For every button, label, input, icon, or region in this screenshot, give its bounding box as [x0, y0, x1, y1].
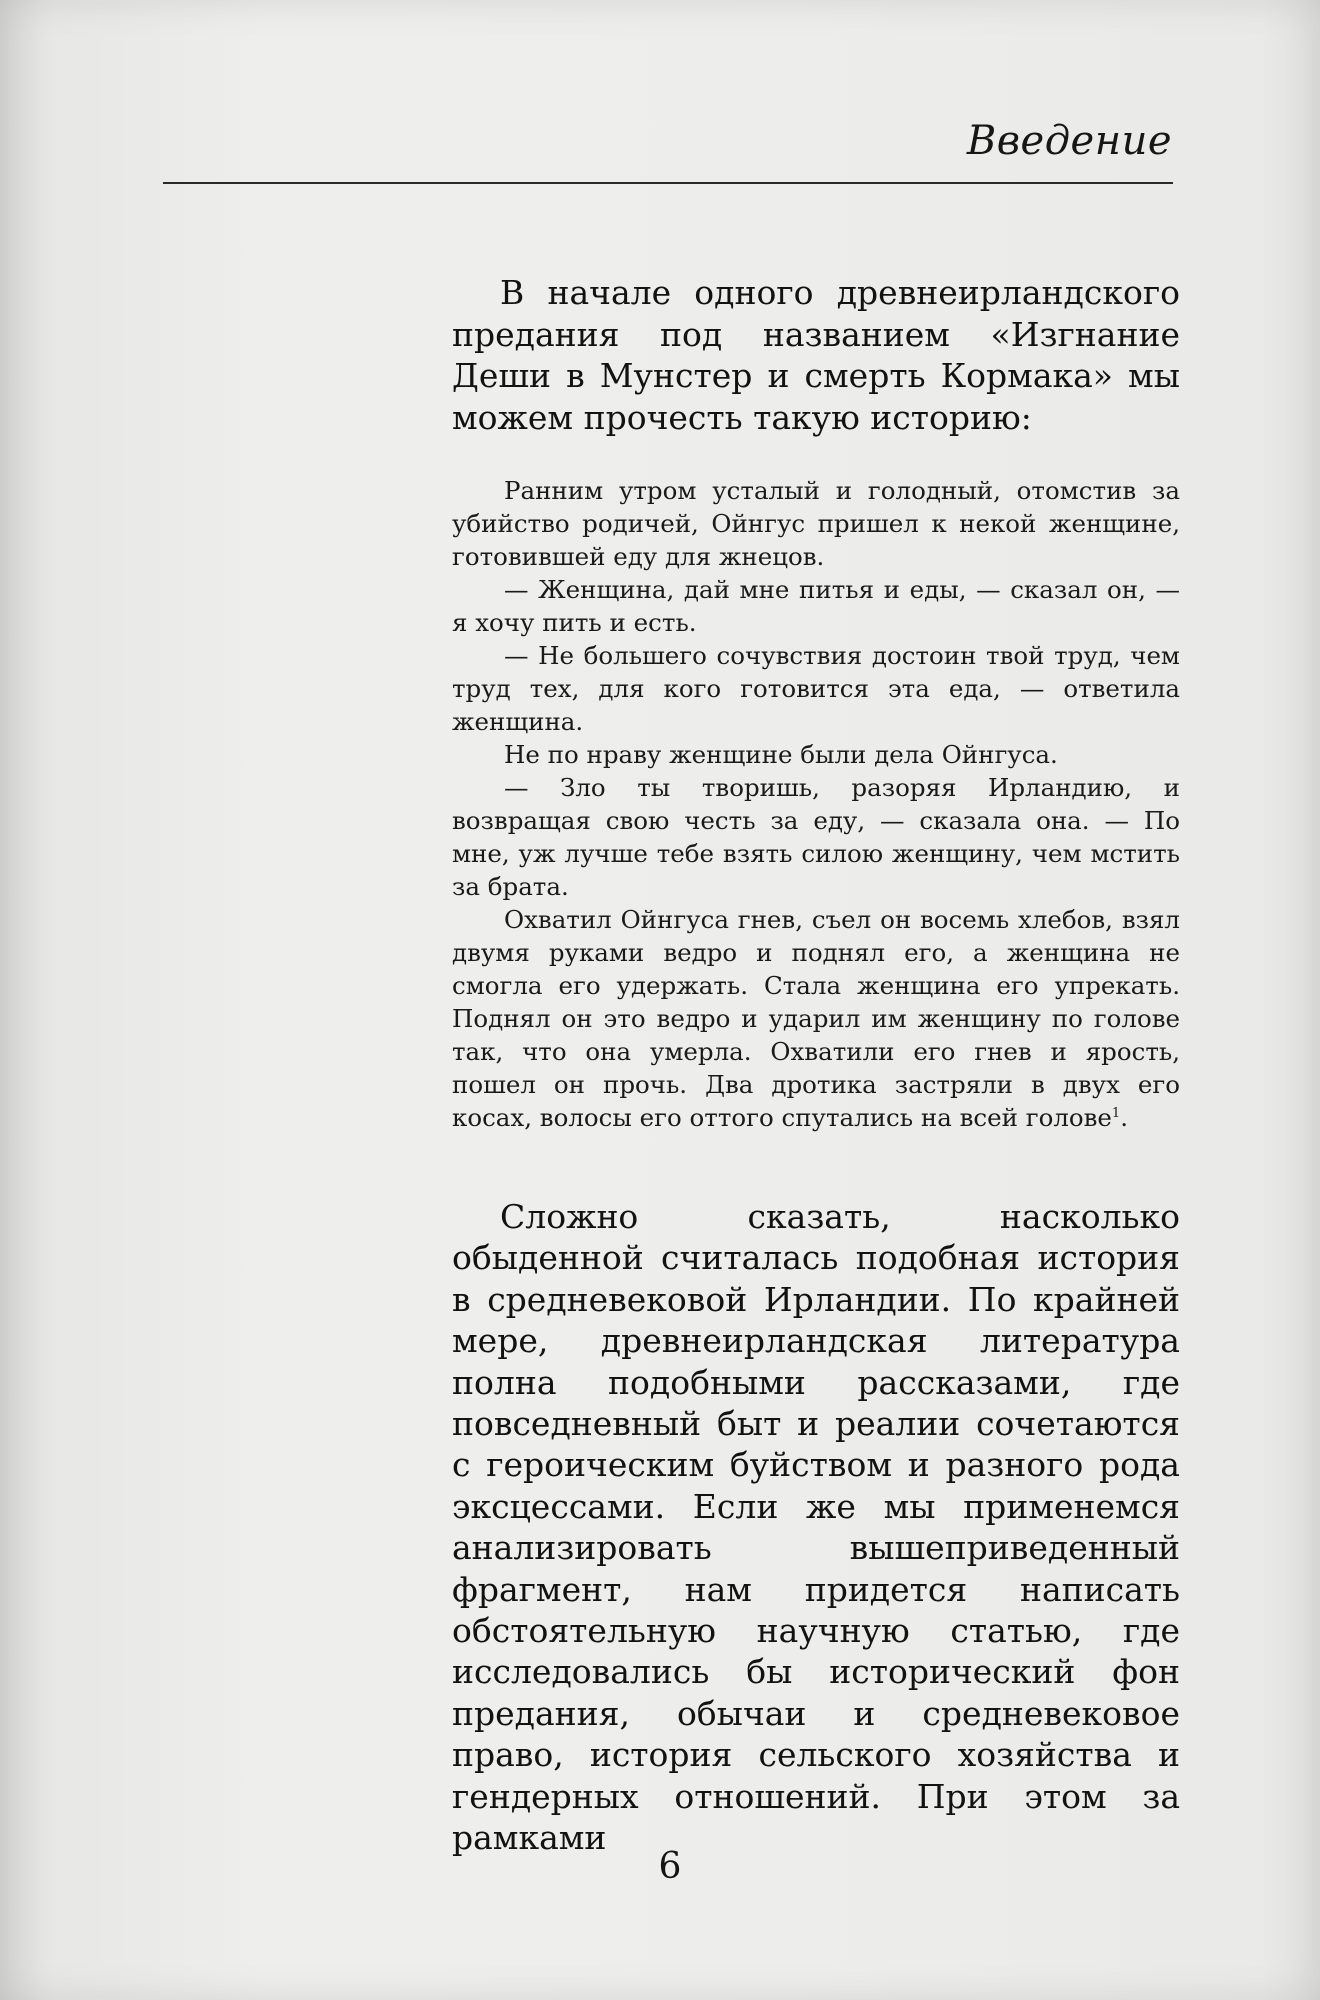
intro-paragraph: В начале одного древнеирландского предания под названием «Изгнание Деши в Мунстер и смерть Кормака» мы можем прочесть такую историю:: [452, 273, 1180, 437]
footnote-marker[interactable]: 1: [1111, 1105, 1121, 1121]
quote-paragraph-4: Не по нраву женщине были дела Ойнгуса.: [504, 740, 1058, 769]
header-rule: [163, 182, 1173, 184]
quote-paragraph-3: — Не большего сочувствия достоин твой труд, чем труд тех, для кого готовится эта еда, — ответила женщина.: [452, 641, 1180, 736]
quotation-block: [452, 474, 1180, 1134]
running-head-title: Введение: [966, 118, 1172, 164]
page-number: 6: [658, 1846, 682, 1887]
quote-closing-punctuation: .: [1120, 1103, 1128, 1132]
quote-paragraph-5: — Зло ты творишь, разоряя Ирландию, и возвращая свою честь за еду, — сказала она. — По мне, уж лучше тебе взять силою женщину, чем мстить за брата.: [452, 773, 1180, 901]
quote-paragraph-1: Ранним утром усталый и голодный, отомстив за убийство родичей, Ойнгус пришел к некой женщине, готовившей еду для жнецов.: [452, 476, 1180, 571]
quote-paragraph-6: [452, 903, 1180, 1134]
quote-paragraph-2: — Женщина, дай мне питья и еды, — сказал он, — я хочу пить и есть.: [452, 575, 1180, 637]
quote-paragraph-6-text: Охватил Ойнгуса гнев, съел он восемь хлебов, взял двумя руками ведро и поднял его, а женщина не смогла его удержать. Стала женщина его упрекать. Поднял он это ведро и ударил им женщину по голове так, что она умерла. Охватили его гнев и ярость, пошел он прочь. Два дротика застряли в двух его косах, волосы его оттого спутались на всей голове: [452, 905, 1180, 1132]
main-paragraph: Сложно сказать, насколько обыденной считалась подобная история в средневековой Ирландии. По крайней мере, древнеирландская литература полна подобными рассказами, где повседневный быт и реалии сочетаются с героическим буйством и разного рода эксцессами. Если же мы применемся анализировать вышеприведенный фрагмент, нам придется написать обстоятельную научную статью, где исследовались бы исторический фон предания, обычаи и средневековое право, история сельского хозяйства и гендерных отношений. При этом за рамками: [452, 1197, 1180, 1858]
